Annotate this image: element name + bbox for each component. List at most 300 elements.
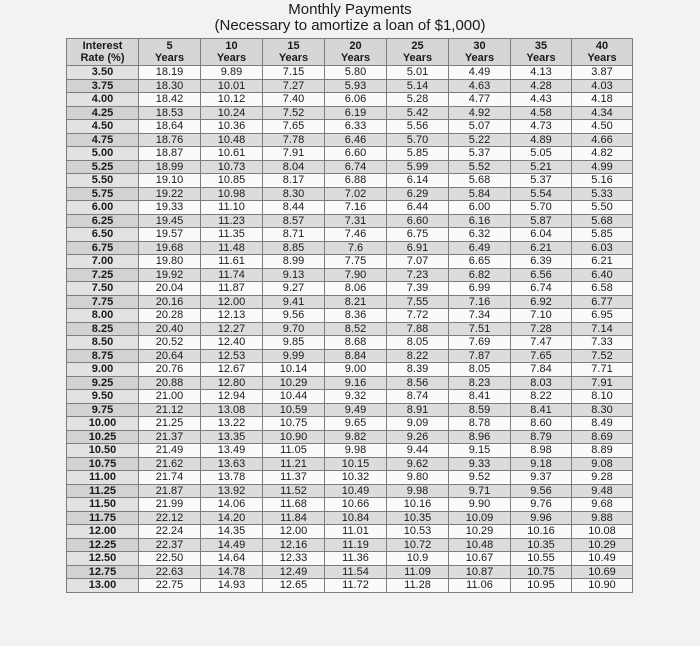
table-row [67, 376, 633, 390]
payment-cell: 13.78 [201, 471, 263, 485]
header-term-4 [325, 39, 387, 66]
payment-cell: 8.56 [387, 376, 449, 390]
table-row [67, 120, 633, 134]
payment-cell: 10.75 [511, 565, 572, 579]
payment-cell: 14.49 [201, 538, 263, 552]
payment-cell: 5.70 [511, 201, 572, 215]
payment-cell: 11.61 [201, 255, 263, 269]
rate-cell: 10.75 [67, 457, 139, 471]
payment-cell: 20.64 [139, 349, 201, 363]
payment-cell: 5.93 [325, 79, 387, 93]
payment-cell: 22.63 [139, 565, 201, 579]
payment-cell: 10.16 [511, 525, 572, 539]
payment-cell: 12.94 [201, 390, 263, 404]
payment-cell: 7.28 [511, 322, 572, 336]
rate-cell: 9.25 [67, 376, 139, 390]
payment-cell: 5.84 [449, 187, 511, 201]
payment-cell: 6.74 [511, 282, 572, 296]
payment-cell: 6.75 [387, 228, 449, 242]
table-row [67, 160, 633, 174]
payment-cell: 11.74 [201, 268, 263, 282]
payment-cell: 13.22 [201, 417, 263, 431]
payment-cell: 14.20 [201, 511, 263, 525]
payment-cell: 11.35 [201, 228, 263, 242]
payment-cell: 9.16 [325, 376, 387, 390]
payment-cell: 8.98 [511, 444, 572, 458]
payment-cell: 21.99 [139, 498, 201, 512]
rate-cell: 11.00 [67, 471, 139, 485]
payment-cell: 9.98 [387, 484, 449, 498]
payment-cell: 9.44 [387, 444, 449, 458]
header-term-6 [449, 39, 511, 66]
payment-cell: 10.08 [572, 525, 633, 539]
header-label-line: 30 [473, 40, 486, 52]
rate-cell: 4.00 [67, 93, 139, 107]
header-label-line: Years [278, 52, 309, 64]
payment-cell: 10.36 [201, 120, 263, 134]
rate-cell: 4.75 [67, 133, 139, 147]
table-row [67, 214, 633, 228]
payment-cell: 4.18 [572, 93, 633, 107]
payment-cell: 12.65 [263, 579, 325, 593]
payment-cell: 10.55 [511, 552, 572, 566]
rate-cell: 11.50 [67, 498, 139, 512]
payment-cell: 6.16 [449, 214, 511, 228]
payment-cell: 12.13 [201, 309, 263, 323]
payment-cell: 9.33 [449, 457, 511, 471]
rate-cell: 6.25 [67, 214, 139, 228]
payment-cell: 5.68 [572, 214, 633, 228]
payment-cell: 9.90 [449, 498, 511, 512]
payment-cell: 5.01 [387, 66, 449, 80]
payment-cell: 11.21 [263, 457, 325, 471]
payment-cell: 22.24 [139, 525, 201, 539]
payment-cell: 21.25 [139, 417, 201, 431]
payment-cell: 19.45 [139, 214, 201, 228]
payment-cell: 6.60 [325, 147, 387, 161]
payment-cell: 20.28 [139, 309, 201, 323]
payment-cell: 7.52 [572, 349, 633, 363]
payment-cell: 8.30 [263, 187, 325, 201]
payment-cell: 21.49 [139, 444, 201, 458]
payment-cell: 7.75 [325, 255, 387, 269]
payment-cell: 18.30 [139, 79, 201, 93]
payment-cell: 20.16 [139, 295, 201, 309]
payment-cell: 12.49 [263, 565, 325, 579]
header-label-line: 25 [411, 40, 424, 52]
payment-cell: 7.15 [263, 66, 325, 80]
payment-cell: 13.08 [201, 403, 263, 417]
payment-cell: 8.69 [572, 430, 633, 444]
payment-cell: 13.49 [201, 444, 263, 458]
payment-cell: 6.56 [511, 268, 572, 282]
payment-cell: 19.22 [139, 187, 201, 201]
payment-cell: 6.99 [449, 282, 511, 296]
payment-cell: 19.80 [139, 255, 201, 269]
rate-cell: 10.50 [67, 444, 139, 458]
payment-cell: 8.49 [572, 417, 633, 431]
payment-cell: 8.85 [263, 241, 325, 255]
payment-cell: 5.85 [387, 147, 449, 161]
payment-cell: 7.07 [387, 255, 449, 269]
table-row [67, 511, 633, 525]
payment-cell: 9.68 [572, 498, 633, 512]
rate-cell: 8.75 [67, 349, 139, 363]
payment-cell: 4.28 [511, 79, 572, 93]
payment-cell: 19.10 [139, 174, 201, 188]
payment-cell: 5.52 [449, 160, 511, 174]
rate-cell: 7.50 [67, 282, 139, 296]
payment-cell: 4.49 [449, 66, 511, 80]
payment-cell: 7.52 [263, 106, 325, 120]
payment-cell: 11.09 [387, 565, 449, 579]
payment-cell: 12.16 [263, 538, 325, 552]
table-row [67, 457, 633, 471]
header-term-8 [572, 39, 633, 66]
header-term-1 [139, 39, 201, 66]
table-row [67, 147, 633, 161]
payment-cell: 8.22 [511, 390, 572, 404]
payment-cell: 18.53 [139, 106, 201, 120]
table-row [67, 174, 633, 188]
payment-cell: 8.05 [449, 363, 511, 377]
payment-cell: 12.80 [201, 376, 263, 390]
header-label-line: 35 [534, 40, 548, 52]
header-label-line: 10 [225, 40, 238, 52]
rate-cell: 3.75 [67, 79, 139, 93]
rate-cell: 12.25 [67, 538, 139, 552]
payment-cell: 7.27 [263, 79, 325, 93]
rate-cell: 6.75 [67, 241, 139, 255]
payment-cell: 9.56 [263, 309, 325, 323]
payment-cell: 6.32 [449, 228, 511, 242]
payment-cell: 14.06 [201, 498, 263, 512]
payment-cell: 5.50 [572, 201, 633, 215]
table-row [67, 295, 633, 309]
rate-cell: 5.50 [67, 174, 139, 188]
payment-cell: 4.34 [572, 106, 633, 120]
header-label-line: Interest [82, 40, 123, 52]
payment-cell: 5.14 [387, 79, 449, 93]
table-row [67, 255, 633, 269]
payment-cell: 11.06 [449, 579, 511, 593]
payment-cell: 6.06 [325, 93, 387, 107]
header-label-line: 40 [595, 40, 609, 52]
payment-cell: 8.17 [263, 174, 325, 188]
table-row [67, 322, 633, 336]
table-row [67, 484, 633, 498]
table-row [67, 363, 633, 377]
payment-cell: 7.14 [572, 322, 633, 336]
payment-cell: 6.65 [449, 255, 511, 269]
payment-cell: 9.85 [263, 336, 325, 350]
payment-cell: 19.92 [139, 268, 201, 282]
payment-cell: 7.39 [387, 282, 449, 296]
payment-cell: 4.89 [511, 133, 572, 147]
table-row [67, 201, 633, 215]
payment-cell: 4.50 [572, 120, 633, 134]
payment-cell: 10.35 [387, 511, 449, 525]
payment-cell: 10.29 [449, 525, 511, 539]
payment-cell: 10.69 [572, 565, 633, 579]
table-row [67, 552, 633, 566]
payment-cell: 4.92 [449, 106, 511, 120]
payment-cell: 8.68 [325, 336, 387, 350]
payment-cell: 12.53 [201, 349, 263, 363]
payment-cell: 7.78 [263, 133, 325, 147]
rate-cell: 5.25 [67, 160, 139, 174]
payment-cell: 21.74 [139, 471, 201, 485]
payment-cell: 5.68 [449, 174, 511, 188]
rate-cell: 7.00 [67, 255, 139, 269]
rate-cell: 13.00 [67, 579, 139, 593]
payment-cell: 7.72 [387, 309, 449, 323]
payment-cell: 6.00 [449, 201, 511, 215]
payment-cell: 9.18 [511, 457, 572, 471]
header-label-line: Years [154, 52, 185, 64]
table-row [67, 66, 633, 80]
payment-cell: 18.19 [139, 66, 201, 80]
payment-cell: 5.56 [387, 120, 449, 134]
table-row [67, 187, 633, 201]
table-row [67, 349, 633, 363]
payment-cell: 22.75 [139, 579, 201, 593]
payment-cell: 10.12 [201, 93, 263, 107]
payment-cell: 10.44 [263, 390, 325, 404]
payment-cell: 10.35 [511, 538, 572, 552]
payment-cell: 6.33 [325, 120, 387, 134]
payment-cell: 10.49 [325, 484, 387, 498]
rate-cell: 6.50 [67, 228, 139, 242]
payment-cell: 4.43 [511, 93, 572, 107]
payment-cell: 22.37 [139, 538, 201, 552]
payment-cell: 9.98 [325, 444, 387, 458]
payment-cell: 9.62 [387, 457, 449, 471]
payment-cell: 6.21 [511, 241, 572, 255]
payment-cell: 9.80 [387, 471, 449, 485]
payment-cell: 4.99 [572, 160, 633, 174]
payment-cell: 9.49 [325, 403, 387, 417]
payment-cell: 8.04 [263, 160, 325, 174]
payment-cell: 4.82 [572, 147, 633, 161]
payment-cell: 13.92 [201, 484, 263, 498]
payment-cell: 10.29 [572, 538, 633, 552]
payment-cell: 5.99 [387, 160, 449, 174]
payment-cell: 10.48 [449, 538, 511, 552]
payment-cell: 9.82 [325, 430, 387, 444]
payment-cell: 8.21 [325, 295, 387, 309]
payment-cell: 7.65 [263, 120, 325, 134]
payment-cell: 7.69 [449, 336, 511, 350]
payment-cell: 8.44 [263, 201, 325, 215]
table-row [67, 417, 633, 431]
payment-cell: 6.21 [572, 255, 633, 269]
table-row [67, 309, 633, 323]
payment-cell: 4.77 [449, 93, 511, 107]
table-row [67, 444, 633, 458]
payment-cell: 14.78 [201, 565, 263, 579]
payment-cell: 14.64 [201, 552, 263, 566]
payment-cell: 9.26 [387, 430, 449, 444]
payment-cell: 6.29 [387, 187, 449, 201]
payment-cell: 11.10 [201, 201, 263, 215]
payment-cell: 10.48 [201, 133, 263, 147]
header-term-3 [263, 39, 325, 66]
payment-cell: 5.28 [387, 93, 449, 107]
rate-cell: 5.00 [67, 147, 139, 161]
payment-cell: 9.56 [511, 484, 572, 498]
payment-cell: 19.33 [139, 201, 201, 215]
payment-cell: 10.95 [511, 579, 572, 593]
payment-cell: 10.75 [263, 417, 325, 431]
rate-cell: 4.50 [67, 120, 139, 134]
payment-cell: 8.89 [572, 444, 633, 458]
table-body [67, 66, 633, 593]
payment-cell: 11.54 [325, 565, 387, 579]
payment-cell: 6.19 [325, 106, 387, 120]
payment-cell: 6.49 [449, 241, 511, 255]
payment-cell: 4.58 [511, 106, 572, 120]
payment-cell: 7.51 [449, 322, 511, 336]
payment-cell: 7.16 [325, 201, 387, 215]
payment-cell: 20.88 [139, 376, 201, 390]
payment-cell: 18.64 [139, 120, 201, 134]
payment-cell: 10.85 [201, 174, 263, 188]
payment-cell: 11.37 [263, 471, 325, 485]
payment-cell: 9.13 [263, 268, 325, 282]
table-row [67, 282, 633, 296]
payment-cell: 9.37 [511, 471, 572, 485]
payment-cell: 7.40 [263, 93, 325, 107]
rate-cell: 10.25 [67, 430, 139, 444]
table-title: Monthly Payments [288, 1, 412, 18]
payment-cell: 18.42 [139, 93, 201, 107]
payment-cell: 9.96 [511, 511, 572, 525]
payment-cell: 14.35 [201, 525, 263, 539]
table-row [67, 430, 633, 444]
payment-cell: 10.15 [325, 457, 387, 471]
payment-cell: 8.60 [511, 417, 572, 431]
payment-cell: 10.32 [325, 471, 387, 485]
payment-cell: 21.12 [139, 403, 201, 417]
payment-cell: 6.44 [387, 201, 449, 215]
payment-cell: 10.61 [201, 147, 263, 161]
payment-cell: 6.91 [387, 241, 449, 255]
header-label-line: Years [526, 52, 556, 64]
payment-cell: 5.85 [572, 228, 633, 242]
payment-cell: 10.29 [263, 376, 325, 390]
payment-cell: 10.98 [201, 187, 263, 201]
payment-cell: 19.57 [139, 228, 201, 242]
payment-cell: 6.88 [325, 174, 387, 188]
payment-cell: 6.46 [325, 133, 387, 147]
payment-cell: 5.54 [511, 187, 572, 201]
payment-cell: 10.90 [263, 430, 325, 444]
payment-cell: 9.71 [449, 484, 511, 498]
table-row [67, 336, 633, 350]
payment-cell: 7.46 [325, 228, 387, 242]
payment-cell: 7.47 [511, 336, 572, 350]
payment-cell: 7.91 [572, 376, 633, 390]
payment-cell: 8.99 [263, 255, 325, 269]
payment-cell: 7.90 [325, 268, 387, 282]
payment-cell: 19.68 [139, 241, 201, 255]
payment-cell: 7.02 [325, 187, 387, 201]
payment-cell: 6.95 [572, 309, 633, 323]
rate-cell: 5.75 [67, 187, 139, 201]
payment-cell: 6.04 [511, 228, 572, 242]
rate-cell: 12.00 [67, 525, 139, 539]
payment-cell: 6.58 [572, 282, 633, 296]
payment-cell: 5.80 [325, 66, 387, 80]
payment-cell: 8.91 [387, 403, 449, 417]
payment-cell: 7.91 [263, 147, 325, 161]
table-subtitle: (Necessary to amortize a loan of $1,000) [214, 17, 486, 34]
payment-cell: 6.82 [449, 268, 511, 282]
header-label-line: 5 [166, 40, 173, 52]
table-row [67, 471, 633, 485]
table-row [67, 538, 633, 552]
payment-cell: 10.87 [449, 565, 511, 579]
payment-cell: 14.93 [201, 579, 263, 593]
payment-cell: 5.21 [511, 160, 572, 174]
payment-cell: 3.87 [572, 66, 633, 80]
header-term-2 [201, 39, 263, 66]
payment-cell: 8.05 [387, 336, 449, 350]
payment-cell: 4.03 [572, 79, 633, 93]
payment-cell: 5.05 [511, 147, 572, 161]
payment-cell: 7.87 [449, 349, 511, 363]
payment-cell: 10.73 [201, 160, 263, 174]
payment-cell: 10.66 [325, 498, 387, 512]
header-label-line: Years [402, 52, 433, 64]
payment-cell: 9.00 [325, 363, 387, 377]
payment-cell: 12.00 [201, 295, 263, 309]
payment-cell: 11.68 [263, 498, 325, 512]
payment-cell: 11.23 [201, 214, 263, 228]
payment-cell: 22.50 [139, 552, 201, 566]
payment-cell: 18.76 [139, 133, 201, 147]
payment-cell: 11.72 [325, 579, 387, 593]
payment-cell: 6.60 [387, 214, 449, 228]
payment-cell: 8.52 [325, 322, 387, 336]
payment-cell: 10.24 [201, 106, 263, 120]
table-row [67, 565, 633, 579]
header-label-line: 15 [287, 40, 300, 52]
header-term-7 [511, 39, 572, 66]
payment-cell: 9.08 [572, 457, 633, 471]
table-row [67, 106, 633, 120]
table-row [67, 133, 633, 147]
rate-cell: 12.75 [67, 565, 139, 579]
table-row [67, 228, 633, 242]
payment-cell: 13.35 [201, 430, 263, 444]
payment-cell: 6.92 [511, 295, 572, 309]
payment-cell: 8.23 [449, 376, 511, 390]
payment-cell: 9.52 [449, 471, 511, 485]
payment-cell: 8.96 [449, 430, 511, 444]
payment-cell: 5.22 [449, 133, 511, 147]
payment-cell: 9.27 [263, 282, 325, 296]
payment-cell: 8.03 [511, 376, 572, 390]
payment-cell: 5.37 [449, 147, 511, 161]
payment-cell: 7.31 [325, 214, 387, 228]
table-row [67, 390, 633, 404]
payment-cell: 10.53 [387, 525, 449, 539]
rate-cell: 9.50 [67, 390, 139, 404]
table-row [67, 241, 633, 255]
payment-cell: 7.88 [387, 322, 449, 336]
